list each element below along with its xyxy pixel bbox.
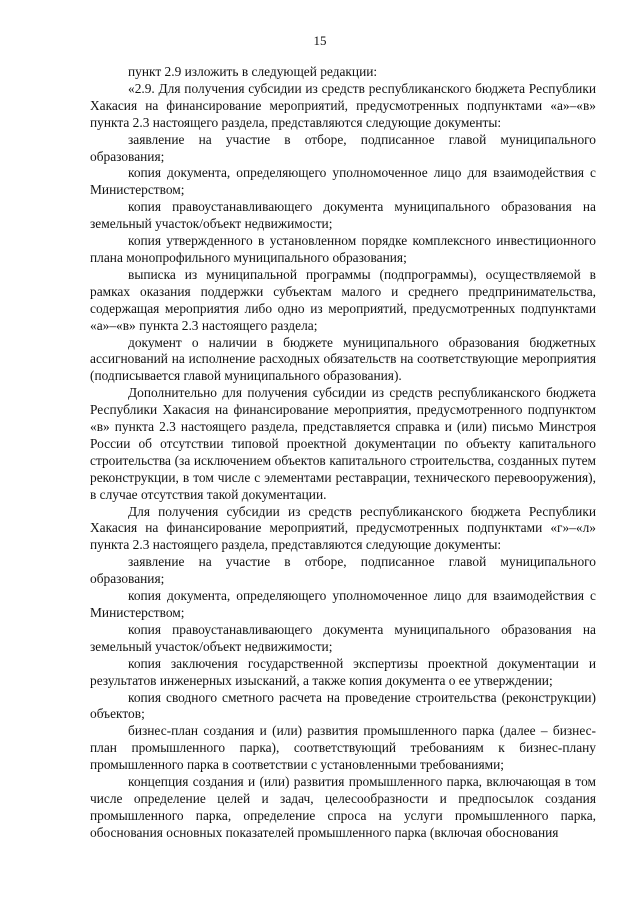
paragraph: заявление на участие в отборе, подписанное главой муниципального образования;	[90, 131, 596, 164]
paragraph: копия документа, определяющего уполномоченное лицо для взаимодействия с Министерством;	[90, 588, 596, 620]
document-body	[90, 64, 596, 842]
paragraph: концепция создания и (или) развития промышленного парка, включающая в том числе определение целей и задач, целесообразности и предпосылок создания промышленного парка, определение спроса на услуги промышленного парка, обоснования основных показателей промышленного парка (включая обоснования	[90, 774, 596, 840]
paragraph: копия заключения государственной экспертизы проектной документации и результатов инженерных изысканий, а также копия документа о ее утверждении;	[90, 655, 596, 688]
paragraph: копия правоустанавливающего документа муниципального образования на земельный участок/объект недвижимости;	[90, 621, 596, 654]
paragraph: «2.9. Для получения субсидии из средств республиканского бюджета Республики Хакасия на финансирование мероприятий, предусмотренных подпунктами «а»–«в» пункта 2.3 настоящего раздела, представляются следующие документы:	[90, 80, 596, 130]
paragraph: копия документа, определяющего уполномоченное лицо для взаимодействия с Министерством;	[90, 165, 596, 198]
paragraph: Дополнительно для получения субсидии из средств республиканского бюджета Республики Хакасия на финансирование мероприятия, предусмотренного подпунктом «в» пункта 2.3 настоящего раздела, представляется справка и (или) письмо Минстроя России об отсутствии типовой проектной документации по объекту капитального строительства (за исключением объектов капитального строительства, созданных путем реконструкции, в том числе с элементами реставрации, технического перевооружения), в случае отсутствия такой документации.	[90, 385, 596, 502]
paragraph: пункт 2.9 изложить в следующей редакции:	[128, 64, 378, 79]
paragraph: Для получения субсидии из средств республиканского бюджета Республики Хакасия на финансирование мероприятий, предусмотренных подпунктами «г»–«л» пункта 2.3 настоящего раздела, представляются следующие документы:	[90, 503, 596, 553]
paragraph: копия правоустанавливающего документа муниципального образования на земельный участок/объект недвижимости;	[90, 199, 596, 232]
paragraph: документ о наличии в бюджете муниципального образования бюджетных ассигнований на исполнение расходных обязательств на соответствующие мероприятия (подписывается главой муниципального образования).	[90, 334, 596, 384]
paragraph: выписка из муниципальной программы (подпрограммы), осуществляемой в рамках оказания поддержки субъектам малого и среднего предпринимательства, содержащая мероприятия либо одно из мероприятий, предусмотренных подпунктами «а»–«в» пункта 2.3 настоящего раздела;	[90, 266, 596, 333]
paragraph: заявление на участие в отборе, подписанное главой муниципального образования;	[90, 554, 596, 587]
paragraph: бизнес-план создания и (или) развития промышленного парка (далее – бизнес-план промышленного парка), соответствующий требованиям к бизнес-плану промышленного парка в соответствии с установленными требованиями;	[90, 723, 596, 773]
paragraph: копия утвержденного в установленном порядке комплексного инвестиционного плана монопрофильного муниципального образования;	[90, 233, 596, 265]
page-number: 15	[313, 33, 327, 48]
paragraph: копия сводного сметного расчета на проведение строительства (реконструкции) объектов;	[90, 689, 596, 722]
